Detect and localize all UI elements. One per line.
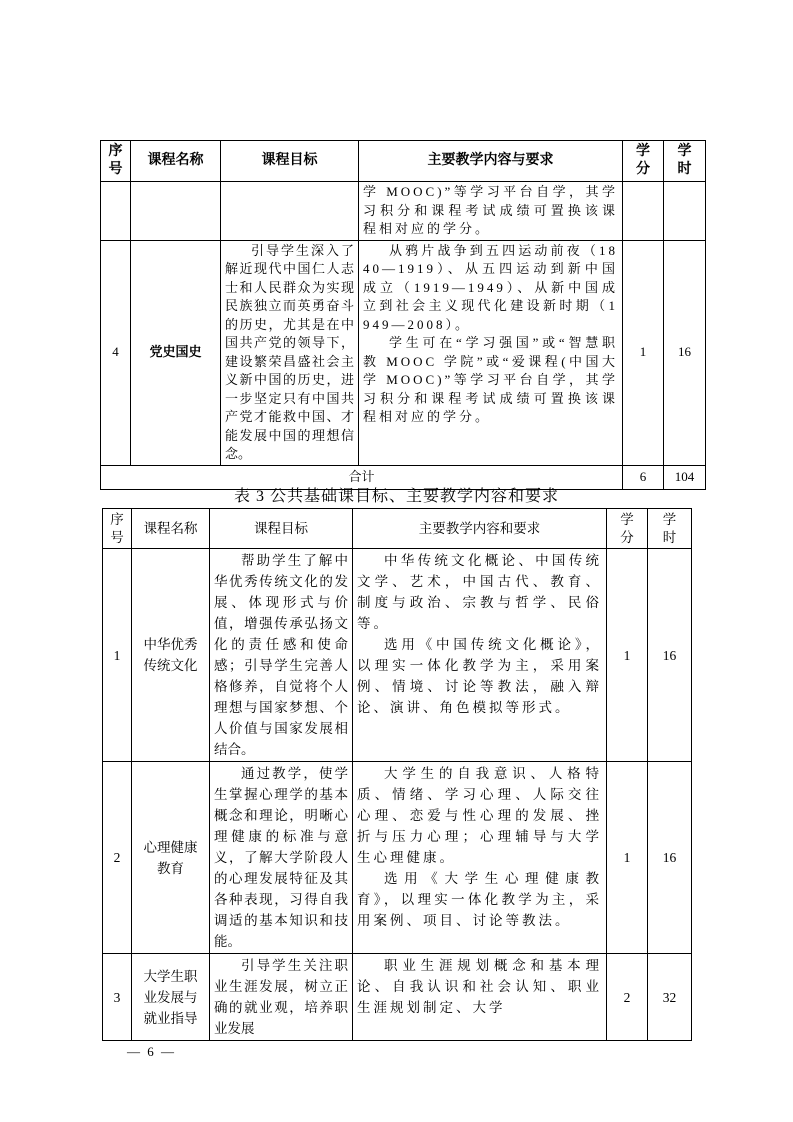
- table1-header-row: [101, 141, 706, 182]
- header-name-label: 课程名称: [147, 153, 204, 168]
- table2-row-3: [103, 954, 692, 1041]
- row-no: 2: [103, 762, 132, 954]
- row-goal-text: 通过教学，使学生掌握心理学的基本概念和理论，明晰心理健康的标准与意义，了解大学阶段人的心理发展特征及其各种表现，习得自我调适的基本知识和技能。: [214, 766, 348, 949]
- row4-credit: 1: [623, 240, 664, 465]
- row-goal-cell: [210, 762, 353, 954]
- row-hours: 32: [648, 954, 692, 1041]
- table1-header-hours: [664, 141, 706, 182]
- table2-header-content: [353, 509, 607, 549]
- table-public-basic-courses: [102, 508, 692, 1041]
- table2-header-credit: [607, 509, 648, 549]
- cont-hours-cell: [664, 182, 706, 241]
- row-content-cell: [353, 954, 607, 1041]
- table-course-history: [100, 140, 706, 490]
- header-hours-label: 学时: [662, 511, 677, 545]
- cont-credit-cell: [623, 182, 664, 241]
- row-no: 3: [103, 954, 132, 1041]
- row4-hours: 16: [664, 240, 706, 465]
- table2-row-2: [103, 762, 692, 954]
- row4-content-p1: 从鸦片战争到五四运动前夜（1840—1919）、从五四运动到新中国成立（1919—1949）、从新中国成立到社会主义现代化建设新时期（1949—2008）。: [363, 242, 618, 332]
- row-content-p2: 选用《大学生心理健康教育》，以理实一体化教学为主，采用案例、项目、讨论等教法。: [357, 871, 602, 928]
- cont-no-cell: [101, 182, 131, 241]
- cont-content-cell: [359, 182, 623, 241]
- cont-content-text: 学 MOOC)”等学习平台自学，其学习积分和课程考试成绩可置换该课程相对应的学分。: [363, 184, 618, 236]
- row-content-cell: [353, 549, 607, 762]
- row-content-p2: 选用《中国传统文化概论》，以理实一体化教学为主，采用案例、情境、讨论等教法，融入辩论、演讲、角色模拟等形式。: [357, 637, 602, 715]
- cont-name-cell: [131, 182, 221, 241]
- row-content-p1: 大学生的自我意识、人格特质、情绪、学习心理、人际交往心理、恋爱与性心理的发展、挫折与压力心理；心理辅导与大学生心理健康。: [357, 766, 602, 865]
- row-content-p1: 中华传统文化概论、中国传统文学、艺术，中国古代、教育、制度与政治、宗教与哲学、民俗等。: [357, 553, 602, 631]
- table2-header-hours: [648, 509, 692, 549]
- total-hours: 104: [664, 465, 706, 489]
- table1-header-no: [101, 141, 131, 182]
- header-goal-label: 课程目标: [254, 520, 308, 536]
- header-hours-label: 学时: [677, 144, 692, 177]
- table3-title: 表 3 公共基础课目标、主要教学内容和要求: [233, 488, 559, 505]
- row-goal-cell: [210, 549, 353, 762]
- row-content-cell: [353, 762, 607, 954]
- header-credit-label: 学分: [636, 144, 650, 177]
- header-name-label: 课程名称: [143, 520, 198, 536]
- page-number: — 6 —: [127, 1044, 176, 1059]
- header-no-label: 序号: [110, 511, 124, 545]
- header-goal-label: 课程目标: [261, 153, 318, 168]
- header-no-label: 序号: [108, 144, 123, 177]
- table2-row-1: [103, 549, 692, 762]
- row-content-p1: 职业生涯规划概念和基本理论、自我认识和社会认知、职业生涯规划制定、大学: [357, 958, 602, 1015]
- row-goal-cell: [210, 954, 353, 1041]
- table1-header-name: [131, 141, 221, 182]
- total-label-cell: 合计: [101, 465, 623, 489]
- table1-row-4: [101, 240, 706, 465]
- table1-header-credit: [623, 141, 664, 182]
- table1-continuation-row: [101, 182, 706, 241]
- table2-header-no: [103, 509, 132, 549]
- row4-content-p2: 学生可在“学习强国”或“智慧职教 MOOC 学院”或“爱课程(中国大学 MOOC)”等学习平台自学，其学习积分和课程考试成绩可置换该课程相对应的学分。: [363, 335, 618, 424]
- row-credit: 1: [607, 762, 648, 954]
- table2-header-name: [132, 509, 210, 549]
- table2-header-goal: [210, 509, 353, 549]
- row-hours: 16: [648, 549, 692, 762]
- table1-header-content: [359, 141, 623, 182]
- row4-no: 4: [101, 240, 131, 465]
- row-goal-text: 引导学生关注职业生涯发展，树立正确的就业观，培养职业发展: [214, 958, 348, 1036]
- row4-goal-text: 引导学生深入了解近现代中国仁人志士和人民群众为实现民族独立而英勇奋斗的历史，尤其是在中国共产党的领导下，建设繁荣昌盛社会主义新中国的历史，进一步坚定只有中国共产党才能救中国、才能发展中国的理想信念。: [225, 242, 354, 461]
- table1-header-goal: [221, 141, 359, 182]
- header-content-label: 主要教学内容与要求: [427, 153, 554, 168]
- row-course-name: 大学生职业发展与就业指导: [132, 954, 210, 1041]
- header-credit-label: 学分: [620, 511, 634, 545]
- row4-goal-cell: [221, 240, 359, 465]
- row4-content-cell: [359, 240, 623, 465]
- row-hours: 16: [648, 762, 692, 954]
- cont-goal-cell: [221, 182, 359, 241]
- row-no: 1: [103, 549, 132, 762]
- table2-header-row: [103, 509, 692, 549]
- row4-course-name: 党史国史: [131, 240, 221, 465]
- row-credit: 1: [607, 549, 648, 762]
- row-credit: 2: [607, 954, 648, 1041]
- row-goal-text: 帮助学生了解中华优秀传统文化的发展、体现形式与价值，增强传承弘扬文化的责任感和使命感；引导学生完善人格修养，自觉将个人理想与国家梦想、个人价值与国家发展相结合。: [214, 553, 348, 757]
- header-content-label: 主要教学内容和要求: [418, 520, 541, 536]
- row-course-name: 中华优秀传统文化: [132, 549, 210, 762]
- total-credit: 6: [623, 465, 664, 489]
- row-course-name: 心理健康教育: [132, 762, 210, 954]
